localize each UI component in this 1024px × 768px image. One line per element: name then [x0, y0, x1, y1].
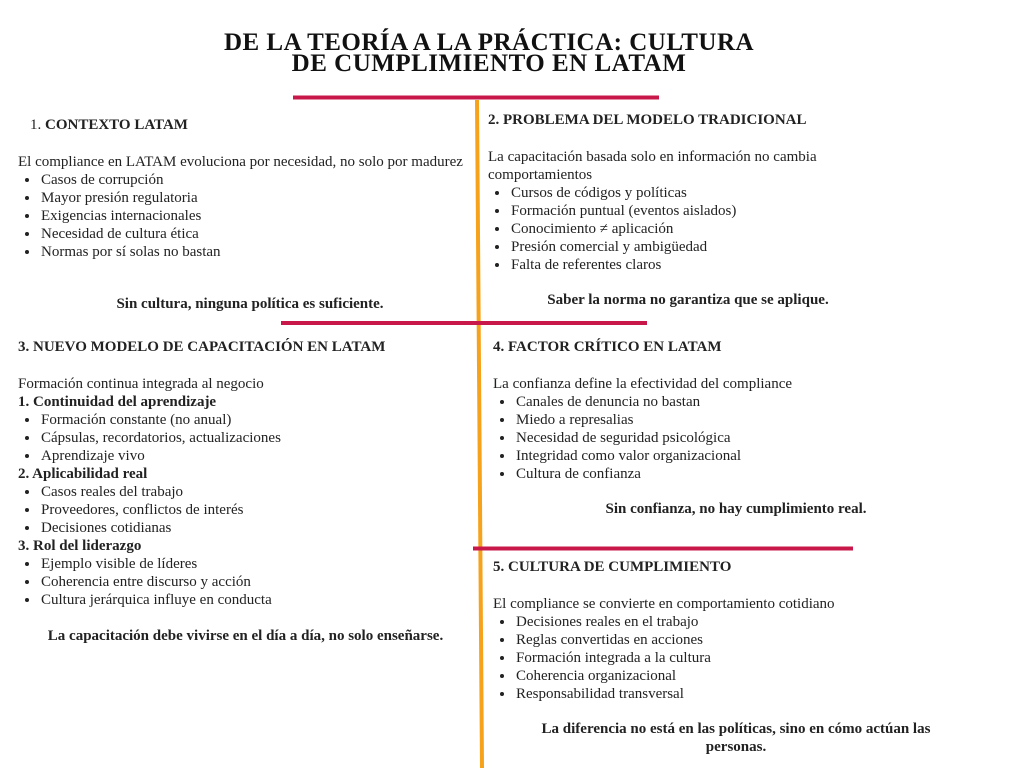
- list-item: • Formación puntual (eventos aislados): [510, 202, 888, 220]
- section-nuevo-modelo: [18, 338, 473, 609]
- section-heading: 1. CONTEXTO LATAM: [30, 117, 188, 133]
- list-item: • Miedo a represalias: [515, 411, 893, 429]
- list-item: • Cursos de códigos y políticas: [510, 184, 888, 202]
- page-title: [0, 29, 978, 77]
- subheading: 2. Aplicabilidad real: [18, 466, 148, 482]
- subheading: 3. Rol del liderazgo: [18, 538, 142, 554]
- section-heading: 4. FACTOR CRÍTICO EN LATAM: [493, 339, 722, 355]
- title-line-2: DE CUMPLIMIENTO EN LATAM: [291, 50, 687, 77]
- list-item: • Responsabilidad transversal: [515, 685, 913, 703]
- list-item: • Decisiones reales en el trabajo: [515, 613, 913, 631]
- list-item: • Presión comercial y ambigüedad: [510, 238, 888, 256]
- list-item: • Decisiones cotidianas: [40, 519, 473, 537]
- section-intro: La confianza define la efectividad del compliance: [493, 376, 793, 392]
- section-intro: El compliance en LATAM evoluciona por necesidad, no solo por madurez: [18, 154, 463, 170]
- section-conclusion: La diferencia no está en las políticas, sino en cómo actúan las personas.: [541, 721, 931, 755]
- list-item: • Integridad como valor organizacional: [515, 447, 893, 465]
- section-intro: La capacitación basada solo en información no cambia comportamientos: [488, 149, 817, 183]
- section-contexto: [18, 116, 468, 261]
- list-item: • Necesidad de cultura ética: [40, 225, 468, 243]
- list-item: • Normas por sí solas no bastan: [40, 243, 468, 261]
- list-item: • Exigencias internacionales: [40, 207, 468, 225]
- list-item: • Mayor presión regulatoria: [40, 189, 468, 207]
- section-conclusion: Saber la norma no garantiza que se aplique.: [547, 292, 829, 308]
- list-item: • Casos reales del trabajo: [40, 483, 473, 501]
- section-conclusion: La capacitación debe vivirse en el día a día, no solo enseñarse.: [47, 628, 444, 644]
- list-item: • Cultura jerárquica influye en conducta: [40, 591, 473, 609]
- section-problema: [488, 111, 888, 274]
- list-item: • Casos de corrupción: [40, 171, 468, 189]
- list-item: • Conocimiento ≠ aplicación: [510, 220, 888, 238]
- section-heading: 2. PROBLEMA DEL MODELO TRADICIONAL: [488, 112, 807, 128]
- section-factor-critico: [493, 338, 893, 483]
- title-line-1: DE LA TEORÍA A LA PRÁCTICA: CULTURA: [223, 29, 755, 56]
- list-item: • Proveedores, conflictos de interés: [40, 501, 473, 519]
- section-intro: El compliance se convierte en comportamiento cotidiano: [493, 596, 835, 612]
- section-intro: Formación continua integrada al negocio: [18, 376, 264, 392]
- list-item: • Necesidad de seguridad psicológica: [515, 429, 893, 447]
- list-item: • Formación integrada a la cultura: [515, 649, 913, 667]
- section-cultura: [493, 558, 913, 703]
- list-item: • Coherencia organizacional: [515, 667, 913, 685]
- section-conclusion: Sin cultura, ninguna política es suficiente.: [116, 296, 384, 312]
- list-item: • Ejemplo visible de líderes: [40, 555, 473, 573]
- list-item: • Falta de referentes claros: [510, 256, 888, 274]
- list-item: • Cultura de confianza: [515, 465, 893, 483]
- section-heading: 3. NUEVO MODELO DE CAPACITACIÓN EN LATAM: [18, 339, 386, 355]
- list-item: • Formación constante (no anual): [40, 411, 473, 429]
- section-conclusion: Sin confianza, no hay cumplimiento real.: [605, 501, 867, 517]
- subheading: 1. Continuidad del aprendizaje: [18, 394, 217, 410]
- vertical-divider: [477, 100, 482, 768]
- list-item: • Reglas convertidas en acciones: [515, 631, 913, 649]
- list-item: • Cápsulas, recordatorios, actualizaciones: [40, 429, 473, 447]
- list-item: • Aprendizaje vivo: [40, 447, 473, 465]
- list-item: • Canales de denuncia no bastan: [515, 393, 893, 411]
- section-heading: 5. CULTURA DE CUMPLIMIENTO: [493, 559, 732, 575]
- list-item: • Coherencia entre discurso y acción: [40, 573, 473, 591]
